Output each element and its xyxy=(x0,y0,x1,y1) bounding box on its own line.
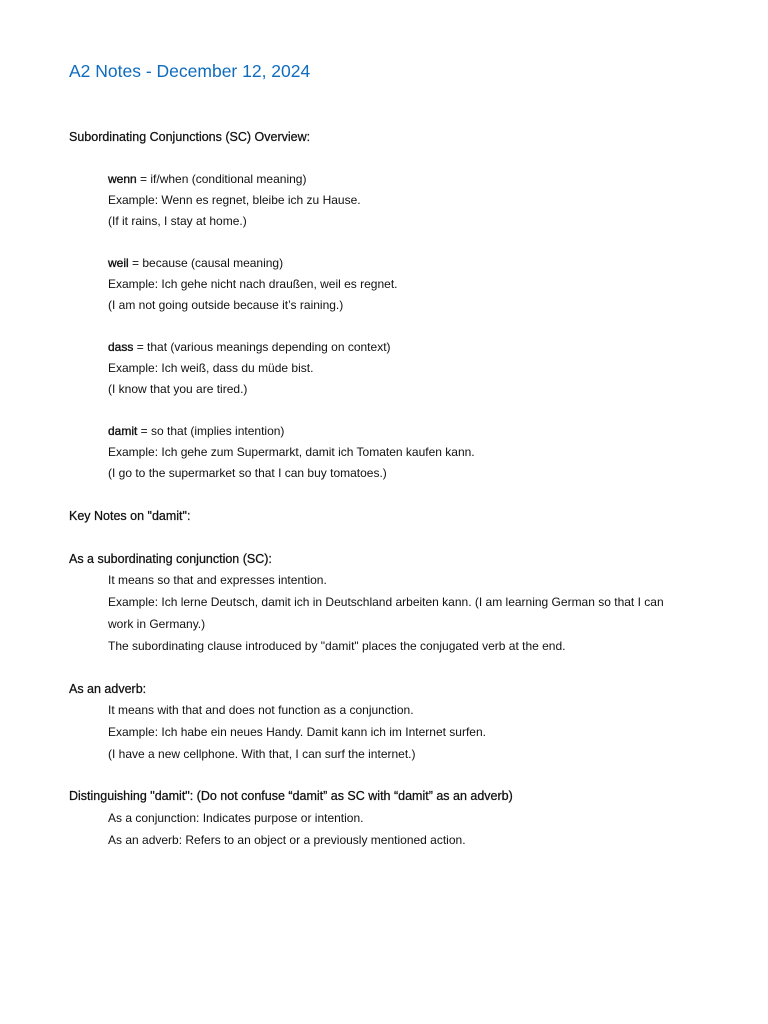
as-adverb-line: (I have a new cellphone. With that, I can surf the internet.) xyxy=(108,747,416,761)
dass-translation: (I know that you are tired.) xyxy=(108,382,248,396)
term-weil: weil xyxy=(108,256,129,270)
wenn-translation: (If it rains, I stay at home.) xyxy=(108,214,247,228)
page-title: A2 Notes - December 12, 2024 xyxy=(69,61,311,81)
distinguishing-line: As a conjunction: Indicates purpose or intention. xyxy=(108,811,364,825)
weil-translation: (I am not going outside because it’s raining.) xyxy=(108,298,344,312)
as-adverb-line: Example: Ich habe ein neues Handy. Damit kann ich im Internet surfen. xyxy=(108,725,486,739)
dass-definition: = that (various meanings depending on context) xyxy=(133,340,391,354)
wenn-definition-line xyxy=(108,172,306,186)
as-adverb-heading: As an adverb: xyxy=(69,682,147,696)
wenn-definition: = if/when (conditional meaning) xyxy=(136,172,307,186)
as-sc-heading: As a subordinating conjunction (SC): xyxy=(69,552,272,566)
as-sc-line: work in Germany.) xyxy=(108,617,206,631)
as-adverb-line: It means with that and does not function as a conjunction. xyxy=(108,703,414,717)
as-sc-line: It means so that and expresses intention. xyxy=(108,573,327,587)
as-sc-line: Example: Ich lerne Deutsch, damit ich in Deutschland arbeiten kann. (I am learning German so that I can xyxy=(108,595,664,609)
wenn-example: Example: Wenn es regnet, bleibe ich zu Hause. xyxy=(108,193,361,207)
term-dass: dass xyxy=(108,340,134,354)
dass-example: Example: Ich weiß, dass du müde bist. xyxy=(108,361,314,375)
damit-example: Example: Ich gehe zum Supermarkt, damit ich Tomaten kaufen kann. xyxy=(108,445,475,459)
distinguishing-line: As an adverb: Refers to an object or a previously mentioned action. xyxy=(108,833,466,847)
damit-definition-line xyxy=(108,424,284,438)
term-wenn: wenn xyxy=(108,172,137,186)
weil-definition: = because (causal meaning) xyxy=(128,256,284,270)
dass-definition-line xyxy=(108,340,391,354)
key-notes-heading: Key Notes on "damit": xyxy=(69,509,191,523)
overview-heading: Subordinating Conjunctions (SC) Overview: xyxy=(69,130,311,144)
term-damit: damit xyxy=(108,424,138,438)
damit-definition: = so that (implies intention) xyxy=(137,424,285,438)
distinguishing-heading: Distinguishing "damit": (Do not confuse “damit” as SC with “damit” as an adverb) xyxy=(69,789,513,803)
weil-example: Example: Ich gehe nicht nach draußen, weil es regnet. xyxy=(108,277,398,291)
weil-definition-line xyxy=(108,256,283,270)
damit-translation: (I go to the supermarket so that I can buy tomatoes.) xyxy=(108,466,387,480)
as-sc-line: The subordinating clause introduced by "damit" places the conjugated verb at the end. xyxy=(108,639,566,653)
